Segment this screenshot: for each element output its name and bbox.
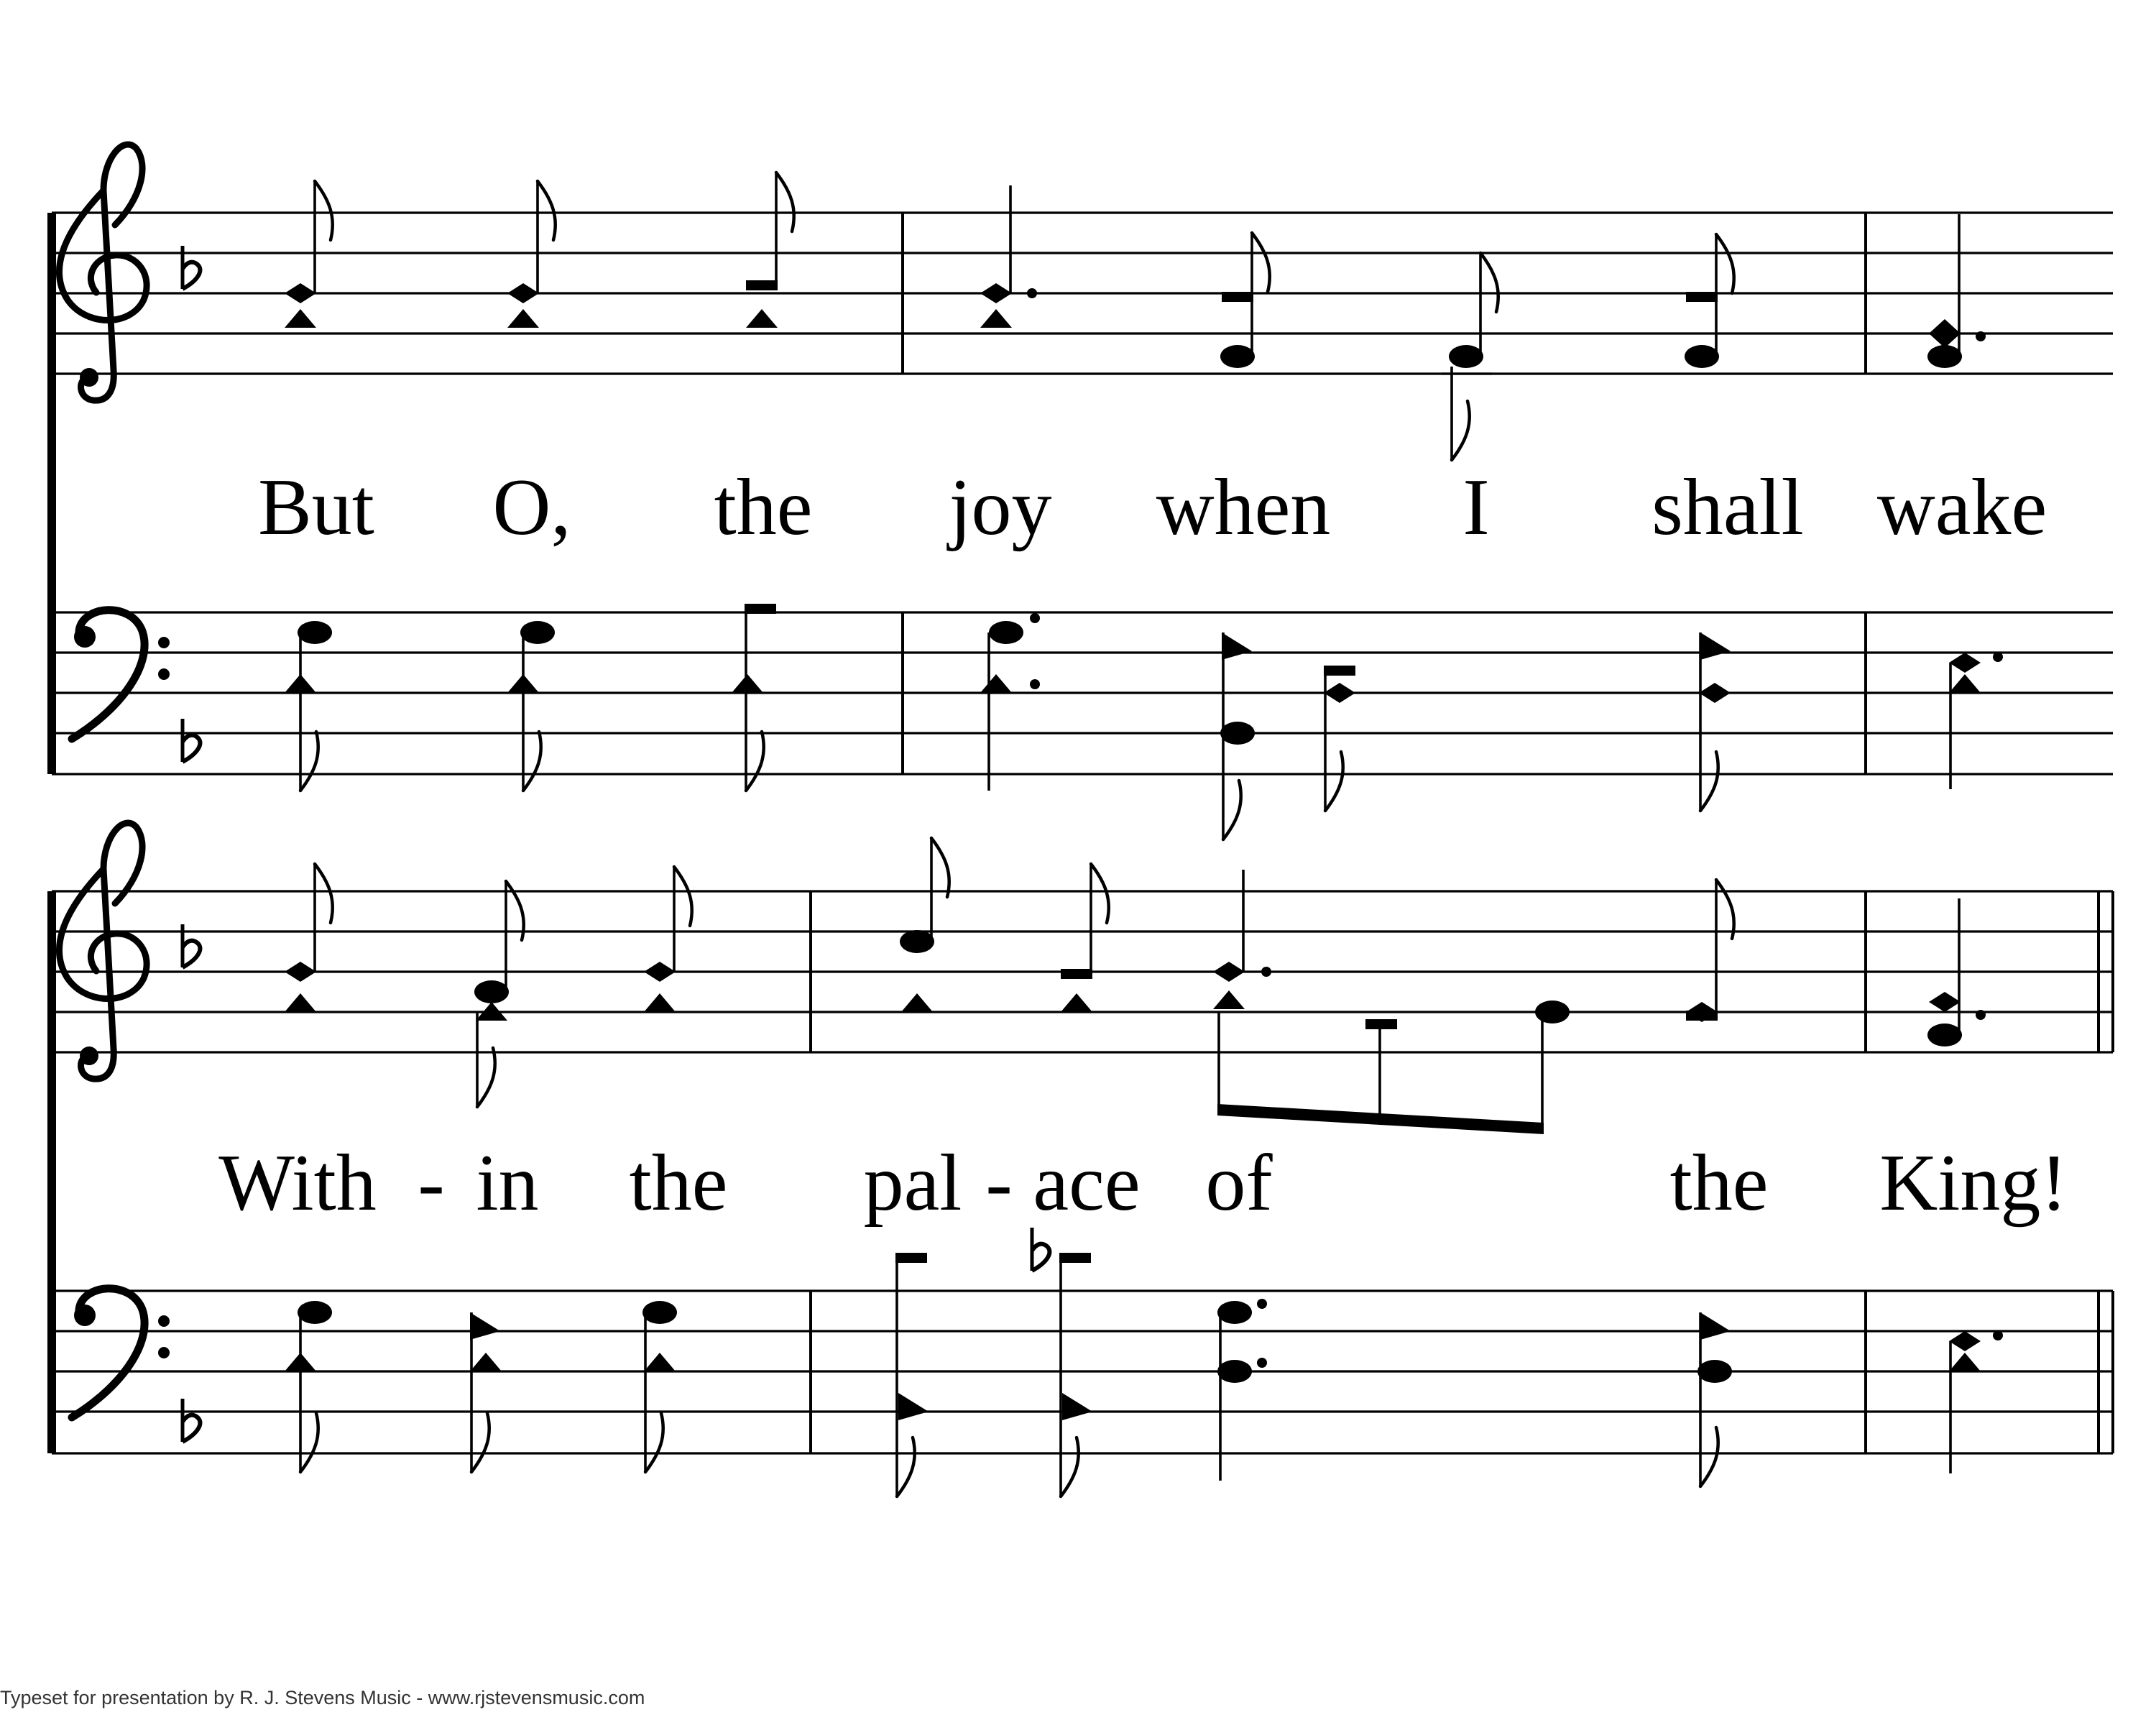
bass-clef-icon	[72, 610, 170, 739]
flat-icon	[1032, 1228, 1049, 1271]
lyric-hyphen: -	[985, 1138, 1013, 1228]
lyric-syllable: wake	[1876, 463, 2047, 552]
lyric-syllable: joy	[949, 463, 1052, 552]
footer-url: www.rjstevensmusic.com	[428, 1687, 645, 1708]
footer-credit-text: Typeset for presentation by R. J. Stevens Music	[0, 1687, 411, 1708]
treble-staff-1	[52, 213, 2113, 374]
flat-icon	[183, 719, 200, 762]
bass-staff-1	[52, 612, 2113, 774]
treble-notes-2	[285, 838, 1986, 1134]
treble-notes-1	[285, 172, 1986, 460]
lyric-syllable: pal	[863, 1138, 962, 1228]
lyric-syllable: the	[1669, 1138, 1769, 1228]
flat-icon	[183, 1399, 200, 1442]
footer-credit	[0, 1687, 645, 1709]
lyric-syllable: the	[714, 463, 813, 552]
lyric-hyphen: -	[418, 1138, 445, 1228]
treble-clef-icon	[59, 823, 147, 1079]
bass-notes-1	[285, 604, 2003, 840]
lyric-syllable: in	[476, 1138, 539, 1228]
lyric-syllable: With	[218, 1138, 377, 1228]
lyric-syllable: I	[1462, 463, 1490, 552]
lyric-syllable: shall	[1651, 463, 1804, 552]
lyric-syllable: when	[1156, 463, 1331, 552]
lyric-syllable: O,	[492, 463, 571, 552]
lyric-syllable: of	[1205, 1138, 1273, 1228]
lyric-syllable: the	[629, 1138, 728, 1228]
bass-clef-icon	[72, 1289, 170, 1417]
lyric-syllable: But	[258, 463, 374, 552]
bass-staff-2	[52, 1291, 2113, 1453]
bass-notes-2	[285, 1228, 2003, 1496]
footer-separator: -	[410, 1687, 428, 1708]
lyric-syllable: King!	[1879, 1138, 2068, 1228]
lyric-syllable: ace	[1033, 1138, 1141, 1228]
treble-clef-icon	[59, 144, 147, 400]
